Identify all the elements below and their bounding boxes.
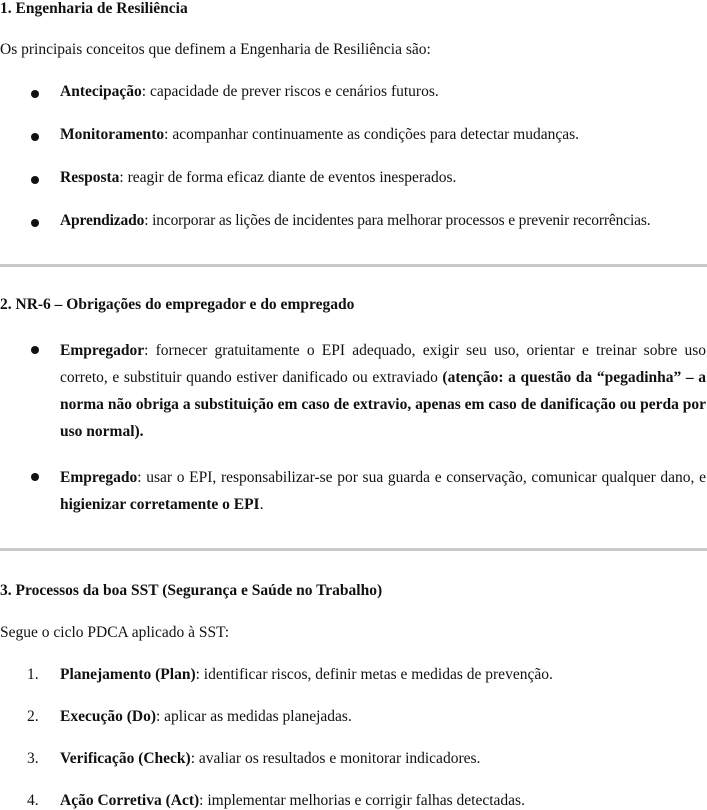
list-item: Empregado: usar o EPI, responsabilizar-se por sua guarda e conservação, comunicar qualquer dano, e higienizar corretamente o EPI.	[60, 469, 706, 513]
list-item: Ação Corretiva (Act): implementar melhorias e corrigir falhas detectadas.	[60, 792, 525, 809]
list-item: Execução (Do): aplicar as medidas planejadas.	[60, 708, 352, 725]
list-item: Empregador: fornecer gratuitamente o EPI adequado, exigir seu uso, orientar e treinar sobre uso correto, e substituir quando estiver danificado ou extraviado (atenção: a questão da “pegadinha” – a norma não obriga a substituição em caso de extravio, apenas em caso de danificação ou perda por uso normal).	[60, 342, 706, 440]
section-1-intro: Os principais conceitos que definem a Engenharia de Resiliência são:	[0, 41, 431, 58]
bullet-icon	[31, 176, 39, 184]
bullet-icon	[31, 90, 39, 98]
section-3-intro: Segue o ciclo PDCA aplicado à SST:	[0, 624, 230, 641]
bullet-icon	[31, 473, 39, 481]
section-2-heading: 2. NR-6 – Obrigações do empregador e do empregado	[0, 296, 355, 313]
bullet-icon	[31, 219, 39, 227]
list-number: 4.	[27, 792, 39, 809]
section-divider	[0, 264, 707, 267]
list-item: Monitoramento: acompanhar continuamente as condições para detectar mudanças.	[60, 126, 580, 143]
bullet-icon	[31, 133, 39, 141]
section-3-heading: 3. Processos da boa SST (Segurança e Saúde no Trabalho)	[0, 582, 383, 599]
bullet-icon	[31, 346, 39, 354]
list-number: 3.	[27, 750, 39, 767]
section-1-heading: 1. Engenharia de Resiliência	[0, 0, 188, 17]
list-item: Aprendizado: incorporar as lições de incidentes para melhorar processos e prevenir recorrências.	[60, 212, 651, 229]
list-number: 2.	[27, 708, 39, 725]
list-item: Antecipação: capacidade de prever riscos e cenários futuros.	[60, 83, 439, 100]
list-item: Planejamento (Plan): identificar riscos, definir metas e medidas de prevenção.	[60, 666, 553, 683]
list-number: 1.	[27, 666, 39, 683]
list-item: Resposta: reagir de forma eficaz diante de eventos inesperados.	[60, 169, 457, 186]
section-divider	[0, 548, 707, 551]
list-item: Verificação (Check): avaliar os resultados e monitorar indicadores.	[60, 750, 481, 767]
